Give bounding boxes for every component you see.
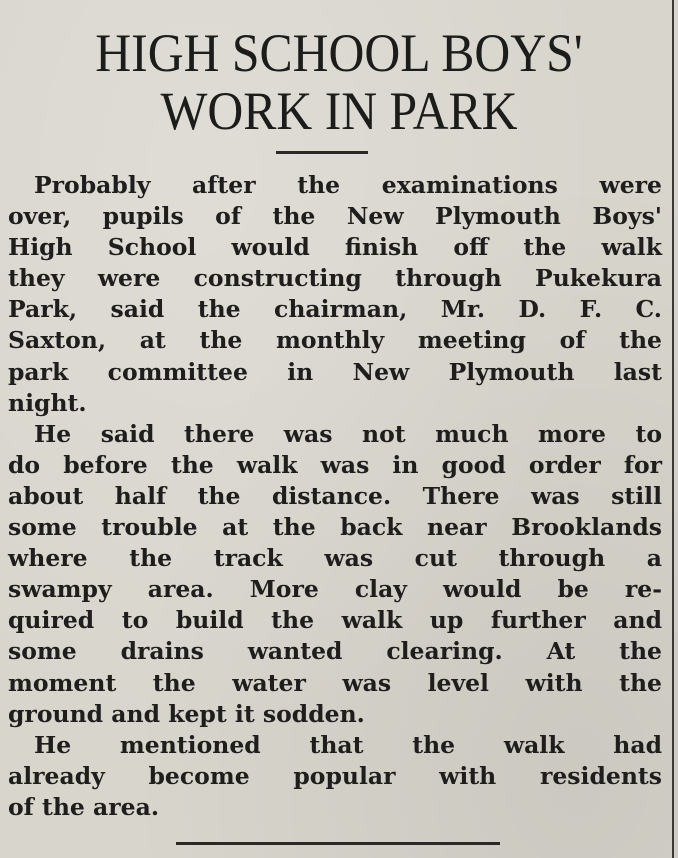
column-rule — [672, 0, 674, 858]
headline-line-1: HIGH SCHOOL BOYS' — [95, 23, 583, 83]
body-line: over, pupils of the New Plymouth Boys' — [8, 202, 662, 231]
body-line: night. — [8, 388, 87, 417]
end-rule — [176, 842, 500, 845]
body-line: High School would finish off the walk — [8, 233, 662, 262]
body-line: quired to build the walk up further and — [8, 606, 662, 635]
body-line: about half the distance. There was still — [8, 481, 662, 510]
article-body — [8, 170, 662, 823]
body-line: where the track was cut through a — [8, 544, 662, 573]
body-line: of the area. — [8, 792, 160, 821]
body-line: moment the water was level with the — [8, 668, 662, 697]
body-line: do before the walk was in good order for — [8, 450, 662, 479]
body-line: He said there was not much more to — [34, 419, 662, 448]
body-line: already become popular with residents — [8, 761, 662, 790]
headline-line-2: WORK IN PARK — [160, 81, 518, 141]
body-line: swampy area. More clay would be re- — [8, 575, 662, 604]
headline-divider — [276, 151, 368, 154]
body-line: Saxton, at the monthly meeting of the — [8, 326, 662, 355]
body-line: some trouble at the back near Brooklands — [8, 513, 662, 542]
body-line: ground and kept it sodden. — [8, 699, 365, 728]
body-line: some drains wanted clearing. At the — [8, 637, 662, 666]
body-line: park committee in New Plymouth last — [8, 357, 662, 386]
body-line: Probably after the examinations were — [34, 171, 662, 199]
body-line: they were constructing through Pukekura — [8, 264, 662, 293]
body-line: He mentioned that the walk had — [34, 730, 662, 759]
body-line: Park, said the chairman, Mr. D. F. C. — [8, 295, 662, 324]
